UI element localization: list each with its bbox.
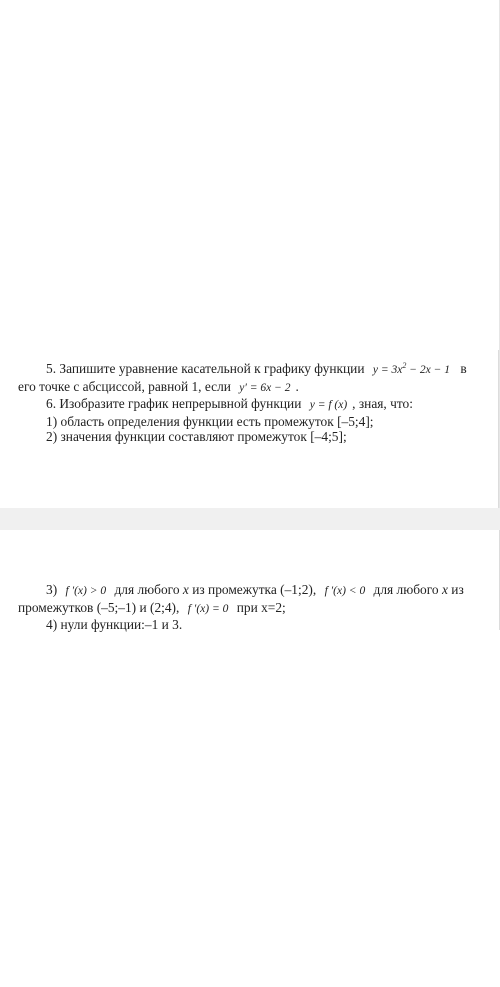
condition-3-line2 bbox=[18, 600, 484, 618]
formula-derivative-zero: f ′(x) = 0 bbox=[187, 602, 229, 615]
condition-4: 4) нули функции:–1 и 3. bbox=[46, 617, 183, 633]
task5-period: . bbox=[295, 378, 299, 394]
variable-x: x bbox=[182, 582, 189, 597]
formula-function-tail: − 2x − 1 bbox=[406, 364, 450, 376]
task6-condition-1: 1) область определения функции есть промежуток [–5;4]; bbox=[46, 413, 374, 429]
condition-3-number: 3) bbox=[46, 582, 58, 597]
task6-condition-2: 2) значения функции составляют промежуток [–4;5]; bbox=[46, 429, 347, 445]
formula-derivative: y′ = 6x − 2 bbox=[239, 381, 291, 394]
task6-text-end: , зная, что: bbox=[352, 396, 413, 412]
page-separator bbox=[0, 508, 500, 530]
page-edge-line bbox=[498, 350, 499, 508]
task6-line1 bbox=[18, 396, 484, 414]
formula-function bbox=[368, 361, 455, 376]
formula-function-exponent: 2 bbox=[402, 361, 407, 370]
page-bottom bbox=[0, 530, 500, 987]
formula-derivative-positive: f ′(x) > 0 bbox=[65, 585, 107, 597]
task5-text-continued: его точке с абсциссой, равной 1, если bbox=[18, 378, 231, 394]
formula-f-of-x: y = f (x) bbox=[309, 399, 348, 412]
task6-text: 6. Изобразите график непрерывной функции bbox=[46, 396, 302, 412]
condition-3-text-4: при bbox=[236, 599, 258, 615]
task5-line2 bbox=[18, 379, 484, 397]
task-text-bottom bbox=[18, 582, 484, 633]
condition-3-interval: из промежутка (–1;2), bbox=[192, 582, 317, 597]
formula-derivative-negative: f ′(x) < 0 bbox=[324, 585, 366, 597]
formula-function-base: y = 3x bbox=[372, 364, 403, 376]
condition-3-text-3: из bbox=[451, 582, 464, 597]
task5-text-end: в bbox=[460, 361, 467, 376]
condition-3-point: x=2; bbox=[261, 599, 286, 615]
variable-x-2: x bbox=[441, 582, 448, 597]
condition-3-text-2: для любого bbox=[373, 582, 439, 597]
task5-text: 5. Запишите уравнение касательной к графику функции bbox=[46, 361, 365, 376]
condition-3-line1 bbox=[18, 582, 484, 600]
task-text-top bbox=[18, 361, 484, 445]
condition-3-intervals: промежутков (–5;–1) и (2;4), bbox=[18, 599, 180, 615]
task5-line1 bbox=[18, 361, 484, 379]
condition-3-text: для любого bbox=[114, 582, 180, 597]
